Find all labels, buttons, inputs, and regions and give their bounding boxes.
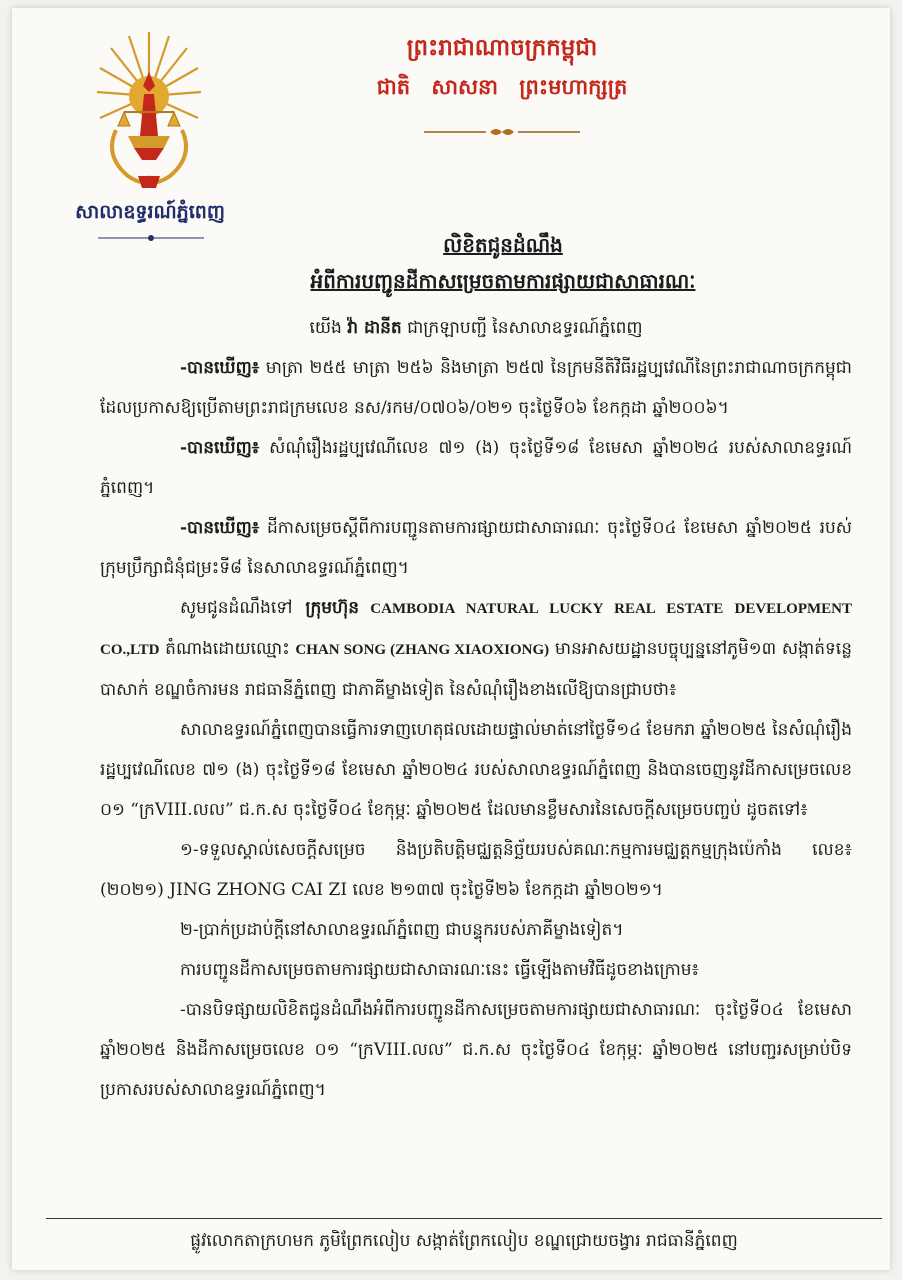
notice-paragraph: [100, 588, 852, 710]
consideration-1: [100, 348, 852, 428]
document-body: [100, 308, 852, 1110]
hearing-paragraph: សាលាឧទ្ធរណ៍ភ្នំពេញបានធ្វើការទាញហេតុផលដោយផ្ទាល់មាត់នៅថ្ងៃទី១៤ ខែមករា ឆ្នាំ២០២៥ នៃសំណុំរឿងរដ្ឋប្បវេណីលេខ ៧១ (ង) ចុះថ្ងៃទី១៨ ខែមេសា ឆ្នាំ២០២៤ របស់សាលាឧទ្ធរណ៍ភ្នំពេញ និងបានចេញនូវដីកាសម្រេចលេខ ០១ “ក្រVIII.លល” ជ.ក.ស ចុះថ្ងៃទី០៤ ខែកុម្ភៈ ឆ្នាំ២០២៥ ដែលមានខ្លឹមសារនៃសេចក្តីសម្រេចបញ្ចប់ ដូចតទៅ៖: [100, 720, 852, 820]
consideration-text: មាត្រា ២៥៥ មាត្រា ២៥៦ និងមាត្រា ២៥៧ នៃក្រមនីតិវិធីរដ្ឋប្បវេណីនៃព្រះរាជាណាចក្រកម្ពុជា ដែលប្រកាសឱ្យប្រើតាមព្រះរាជក្រមលេខ នស/រកម/០៧០៦/០២១ ចុះថ្ងៃទី០៦ ខែកក្កដា ឆ្នាំ២០០៦។: [100, 358, 852, 418]
intro-line: [100, 308, 852, 348]
national-motto: ជាតិ សាសនា ព្រះមហាក្សត្រ: [376, 74, 628, 99]
consideration-text: ដីកាសម្រេចស្តីពីការបញ្ជូនតាមការផ្សាយជាសាធារណៈ ចុះថ្ងៃទី០៤ ខែមេសា ឆ្នាំ២០២៥ របស់ក្រុមប្រឹក្សាជំនុំជម្រះទី៨ នៃសាលាឧទ្ធរណ៍ភ្នំពេញ។: [100, 518, 852, 578]
court-name: សាលាឧទ្ធរណ៍ភ្នំពេញ: [75, 201, 225, 223]
document-subject: អំពីការបញ្ជូនដីកាសម្រេចតាមការផ្សាយជាសាធារណៈ: [310, 269, 696, 293]
kingdom-heading: ព្រះរាជាណាចក្រកម្ពុជា: [406, 34, 598, 61]
consideration-label: -បានឃើញ៖: [180, 518, 260, 538]
company-name: CAMBODIA NATURAL LUCKY REAL ESTATE DEVELOPMENT CO.,LTD: [100, 601, 852, 658]
footer-address: ផ្លូវលោកតាក្រហមក ភូមិព្រែកលៀប សង្កាត់ព្រែកលៀប ខណ្ឌជ្រោយចង្វារ រាជធានីភ្នំពេញ: [190, 1231, 738, 1251]
procedure-paragraph: -បានបិទផ្សាយលិខិតជូនដំណឹងអំពីការបញ្ជូនដីកាសម្រេចតាមការផ្សាយជាសាធារណៈ ចុះថ្ងៃទី០៤ ខែមេសា ឆ្នាំ២០២៥ និងដីកាសម្រេចលេខ ០១ “ក្រVIII.លល” ជ.ក.ស ចុះថ្ងៃទី០៤ ខែកុម្ភៈ ឆ្នាំ២០២៥ នៅបញ្ជរសម្រាប់បិទប្រកាសរបស់សាលាឧទ្ធរណ៍ភ្នំពេញ។: [100, 1000, 852, 1100]
intro-suffix: ជាក្រឡាបញ្ជី នៃសាលាឧទ្ធរណ៍ភ្នំពេញ: [401, 318, 643, 338]
consideration-label: -បានឃើញ៖: [180, 438, 260, 458]
notice-representative-lead: តំណាងដោយឈ្មោះ: [159, 639, 296, 659]
intro-prefix: យើង: [309, 318, 348, 338]
notice-lead: សូមជូនដំណឹងទៅ: [180, 598, 306, 618]
divider-ornament-icon: [98, 234, 204, 242]
heading-ornament-icon: [424, 126, 580, 138]
procedure-intro: ការបញ្ជូនដីកាសម្រេចតាមការផ្សាយជាសាធារណៈនេះ ធ្វើឡើងតាមវិធីដូចខាងក្រោម៖: [180, 960, 700, 980]
consideration-3: [100, 508, 852, 588]
footer-divider: [46, 1218, 882, 1219]
clerk-name: វ៉ា ដានីត: [347, 318, 402, 338]
ruling-2: ២-ប្រាក់ប្រដាប់ក្តីនៅសាលាឧទ្ធរណ៍ភ្នំពេញ ជាបន្ទុករបស់ភាគីម្ខាងទៀត។: [180, 920, 624, 940]
representative-name: CHAN SONG (ZHANG XIAOXIONG): [295, 642, 550, 658]
consideration-text: សំណុំរឿងរដ្ឋប្បវេណីលេខ ៧១ (ង) ចុះថ្ងៃទី១៨ ខែមេសា ឆ្នាំ២០២៤ របស់សាលាឧទ្ធរណ៍ភ្នំពេញ។: [100, 438, 852, 498]
consideration-label: -បានឃើញ៖: [180, 358, 260, 378]
ruling-1: ១-ទទួលស្គាល់សេចក្តីសម្រេច និងប្រតិបត្តិមជ្ឈត្តនិច្ឆ័យរបស់គណៈកម្មការមជ្ឈត្តកម្មក្រុងប៉េកាំង លេខ៖ (២០២១) JING ZHONG CAI ZI លេខ ២១៣៧ ចុះថ្ងៃទី២៦ ខែកក្កដា ឆ្នាំ២០២១។: [100, 840, 852, 900]
document-title: លិខិតជូនដំណឹង: [443, 233, 563, 257]
notice-address: មានអាសយដ្ឋានបច្ចុប្បន្ននៅភូមិ១៣ សង្កាត់ទន្លេបាសាក់ ខណ្ឌចំការមន រាជធានីភ្នំពេញ ជាភាគីម្ខាងទៀត នៃសំណុំរឿងខាងលើឱ្យបានជ្រាបថា៖: [100, 639, 852, 700]
court-emblem-icon: [94, 26, 204, 194]
document-page: [12, 8, 890, 1270]
company-label: ក្រុមហ៊ុន: [305, 598, 360, 618]
consideration-2: [100, 428, 852, 508]
